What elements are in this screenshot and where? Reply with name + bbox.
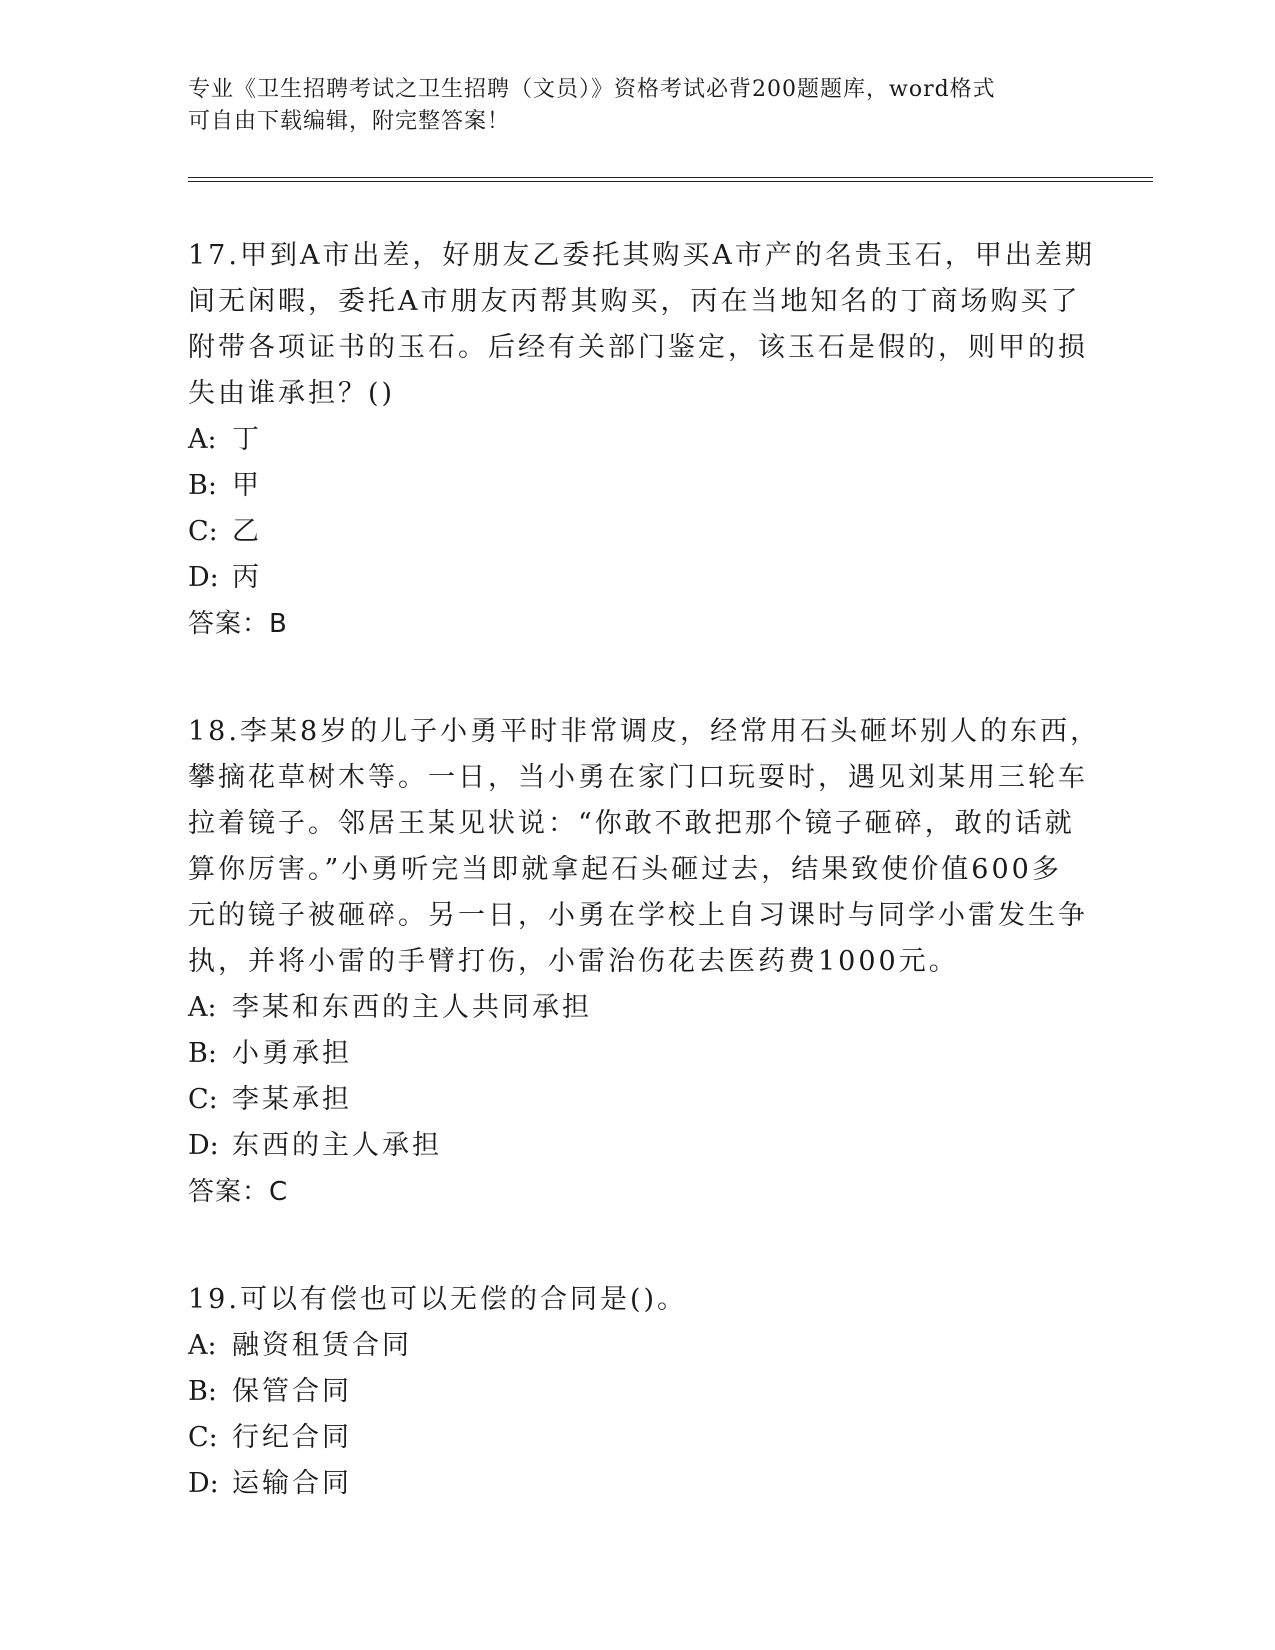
option-key: D: [188, 1130, 219, 1161]
question-text-line: 附带各项证书的玉石。后经有关部门鉴定，该玉石是假的，则甲的损 [188, 332, 1088, 363]
header-divider-top [188, 177, 1153, 178]
option-key: D: [188, 562, 219, 593]
header-divider-bottom [188, 181, 1153, 182]
option-d [188, 555, 1088, 601]
option-text: 东西的主人承担 [232, 1130, 442, 1161]
option-b [188, 1369, 1088, 1415]
question-text-line: 元的镜子被砸碎。另一日，小勇在学校上自习课时与同学小雷发生争 [188, 900, 1088, 931]
option-key: C: [188, 516, 218, 547]
question-spacer [188, 647, 1088, 709]
option-text: 丁 [232, 424, 262, 455]
option-key: C: [188, 1422, 218, 1453]
question-text-line: 19.可以有偿也可以无偿的合同是()。 [188, 1284, 688, 1315]
option-text: 李某和东西的主人共同承担 [232, 992, 592, 1023]
option-text: 丙 [232, 562, 262, 593]
question-19 [188, 1277, 1088, 1507]
option-text: 融资租赁合同 [232, 1330, 412, 1361]
option-key: B: [188, 470, 217, 501]
option-text: 行纪合同 [232, 1422, 352, 1453]
option-a [188, 417, 1088, 463]
question-18 [188, 709, 1101, 1215]
question-list [188, 233, 1101, 1507]
option-b [188, 1031, 1088, 1077]
option-a [188, 985, 1088, 1031]
header-title-line-1: 专业《卫生招聘考试之卫生招聘（文员）》资格考试必背200题题库，word格式 [188, 77, 996, 102]
option-key: C: [188, 1084, 218, 1115]
option-a [188, 1323, 1088, 1369]
question-text-line: 算你厉害。”小勇听完当即就拿起石头砸过去，结果致使价值600多 [188, 854, 1062, 885]
question-17 [188, 233, 1095, 647]
option-text: 运输合同 [232, 1468, 352, 1499]
option-key: D: [188, 1468, 219, 1499]
header-title-line-2: 可自由下载编辑，附完整答案！ [188, 109, 511, 134]
option-key: A: [188, 424, 217, 455]
answer-line: 答案：B [188, 609, 288, 639]
option-c [188, 1415, 1088, 1461]
answer-line: 答案：C [188, 1177, 289, 1207]
question-text-line: 间无闲暇，委托A市朋友丙帮其购买，丙在当地知名的丁商场购买了 [188, 286, 1081, 317]
option-c [188, 1077, 1088, 1123]
question-spacer [188, 1215, 1088, 1277]
option-key: B: [188, 1376, 217, 1407]
question-text-line: 失由谁承担？() [188, 378, 396, 409]
question-text-line: 18.李某8岁的儿子小勇平时非常调皮，经常用石头砸坏别人的东西， [188, 716, 1101, 747]
option-key: B: [188, 1038, 217, 1069]
question-text-line: 拉着镜子。邻居王某见状说：“你敢不敢把那个镜子砸碎，敢的话就 [188, 808, 1075, 839]
document-header [188, 74, 1088, 138]
option-key: A: [188, 1330, 217, 1361]
option-text: 李某承担 [232, 1084, 352, 1115]
option-text: 保管合同 [232, 1376, 352, 1407]
option-text: 小勇承担 [232, 1038, 352, 1069]
option-text: 甲 [232, 470, 262, 501]
question-text-line: 执，并将小雷的手臂打伤，小雷治伤花去医药费1000元。 [188, 946, 959, 977]
option-text: 乙 [232, 516, 262, 547]
option-c [188, 509, 1088, 555]
option-b [188, 463, 1088, 509]
question-text-line: 攀摘花草树木等。一日，当小勇在家门口玩耍时，遇见刘某用三轮车 [188, 762, 1088, 793]
option-d [188, 1461, 1088, 1507]
question-text-line: 17.甲到A市出差，好朋友乙委托其购买A市产的名贵玉石，甲出差期 [188, 240, 1095, 271]
option-d [188, 1123, 1088, 1169]
option-key: A: [188, 992, 217, 1023]
